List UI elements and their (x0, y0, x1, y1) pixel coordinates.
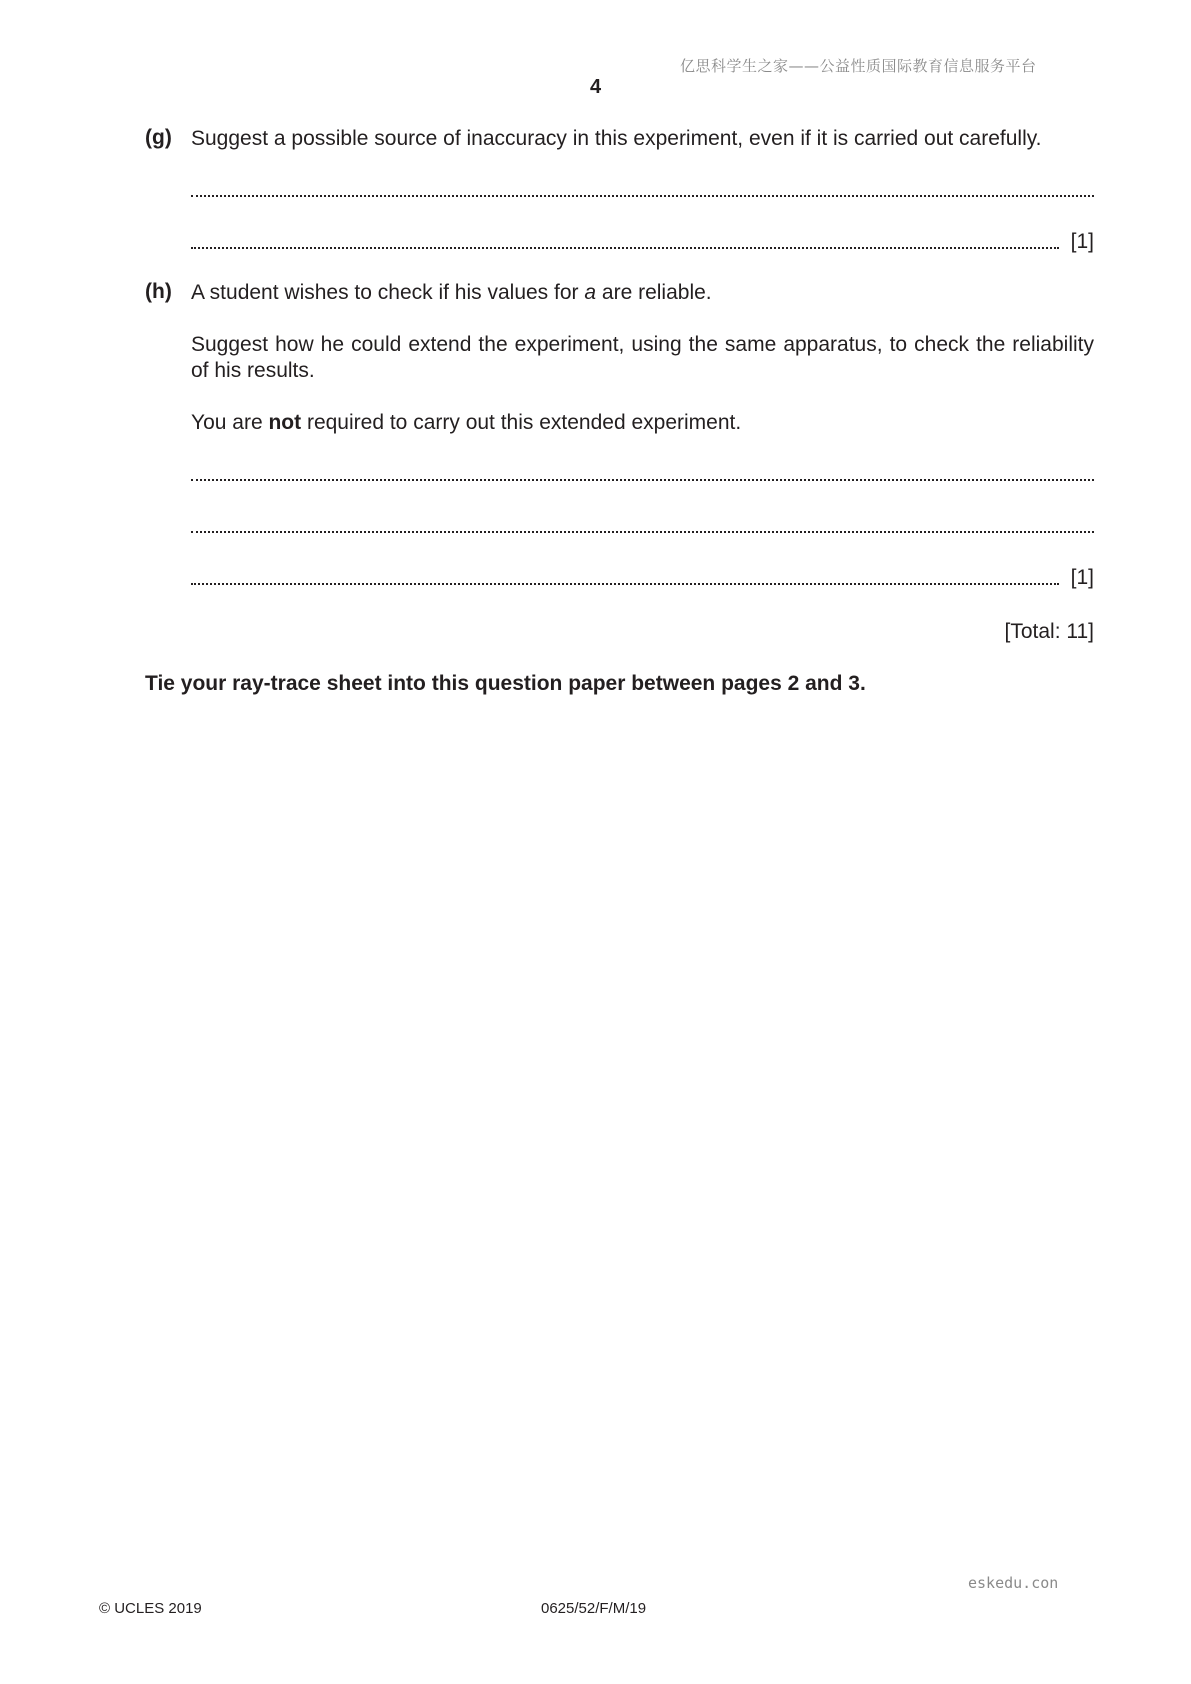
question-h-label: (h) (145, 280, 172, 303)
copyright: © UCLES 2019 (99, 1600, 202, 1617)
total-marks: [Total: 11] (1004, 620, 1094, 643)
dotted-line (191, 181, 1094, 197)
watermark-header: 亿思科学生之家——公益性质国际教育信息服务平台 (680, 57, 1037, 75)
dotted-line (191, 517, 1094, 533)
mark-h: [1] (1070, 566, 1094, 589)
answer-line-h-3[interactable] (191, 568, 1094, 588)
watermark-footer: eskedu.con (968, 1574, 1059, 1592)
question-g-text: Suggest a possible source of inaccuracy in this experiment, even if it is carried out carefully. (191, 127, 1042, 150)
dotted-line (191, 233, 1059, 249)
note-emphasis: not (268, 411, 302, 434)
note-text-end: required to carry out this extended experiment. (301, 411, 742, 434)
paper-code: 0625/52/F/M/19 (541, 1600, 647, 1617)
answer-line-h-2[interactable] (191, 516, 1094, 536)
question-h-intro-end: are reliable. (596, 281, 712, 304)
answer-line-h-1[interactable] (191, 464, 1094, 484)
dotted-line (191, 465, 1094, 481)
question-g-label: (g) (145, 126, 172, 149)
note-text-start: You are (191, 411, 269, 434)
variable-a: a (584, 281, 597, 304)
question-h-intro-text: A student wishes to check if his values for (191, 281, 585, 304)
mark-g: [1] (1070, 230, 1094, 253)
answer-line-g-1[interactable] (191, 180, 1094, 200)
answer-line-g-2[interactable] (191, 232, 1094, 252)
page-number: 4 (589, 76, 602, 98)
instruction-text: Tie your ray-trace sheet into this question paper between pages 2 and 3. (145, 672, 866, 695)
question-h-note (191, 410, 1094, 436)
question-h-paragraph: Suggest how he could extend the experiment, using the same apparatus, to check the reliability of his results. (191, 333, 1094, 382)
question-h-intro (191, 280, 1094, 306)
dotted-line (191, 569, 1059, 585)
